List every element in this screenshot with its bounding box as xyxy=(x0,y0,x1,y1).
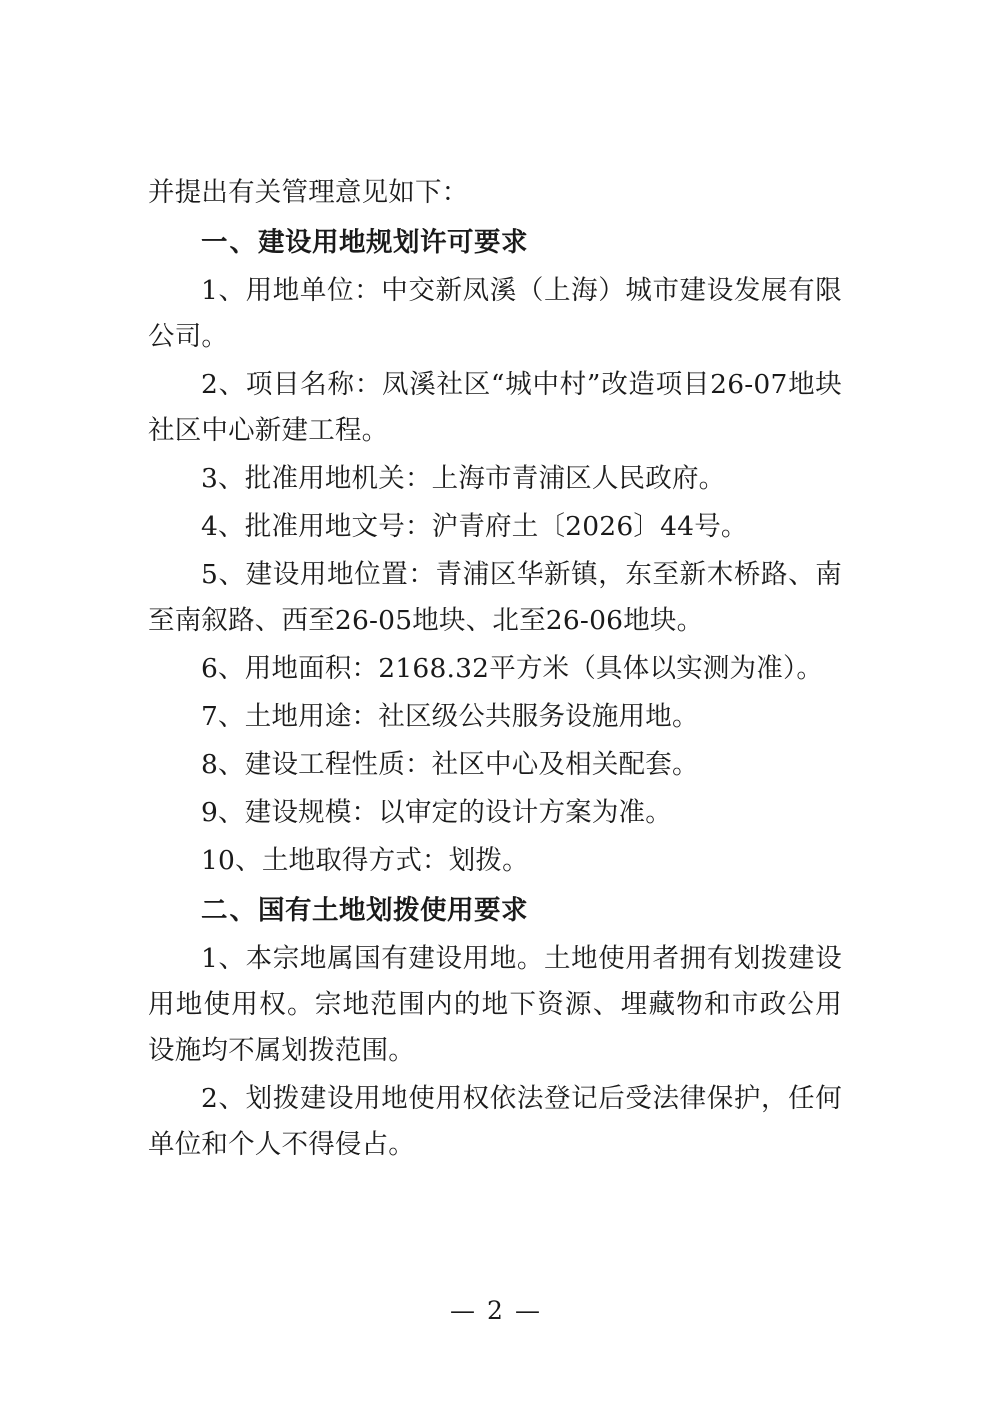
section-1-item-7: 7、土地用途：社区级公共服务设施用地。 xyxy=(201,701,699,732)
footer-page-number: 2 xyxy=(487,1296,505,1325)
section-1-item-3: 3、批准用地机关：上海市青浦区人民政府。 xyxy=(201,463,726,494)
section-2-item-1: 1、本宗地属国有建设用地。土地使用者拥有划拨建设用地使用权。宗地范围内的地下资源、埋藏物和市政公用设施均不属划拨范围。 xyxy=(148,943,842,1066)
footer-left-dash: — xyxy=(450,1296,478,1325)
section-1-item-10: 10、土地取得方式：划拨。 xyxy=(201,845,529,876)
section-1-item-6: 6、用地面积：2168.32平方米（具体以实测为准）。 xyxy=(201,653,824,684)
section-heading-1-number: 一、 xyxy=(201,227,258,258)
section-heading-1 xyxy=(148,220,842,266)
section-heading-2 xyxy=(148,888,842,934)
section-1-item-8: 8、建设工程性质：社区中心及相关配套。 xyxy=(201,749,699,780)
document-body xyxy=(148,170,842,1168)
section-1-item-4: 4、批准用地文号：沪青府土〔2026〕44号。 xyxy=(201,511,748,542)
section-1-item-5: 5、建设用地位置：青浦区华新镇，东至新木桥路、南至南叙路、西至26-05地块、北至26-06地块。 xyxy=(148,559,842,636)
section-heading-2-title: 国有土地划拨使用要求 xyxy=(258,895,528,926)
section-1-item-9: 9、建设规模：以审定的设计方案为准。 xyxy=(201,797,672,828)
lead-paragraph: 并提出有关管理意见如下： xyxy=(148,177,469,208)
footer-right-dash: — xyxy=(514,1296,542,1325)
section-heading-1-title: 建设用地规划许可要求 xyxy=(258,227,528,258)
section-1-item-1: 1、用地单位：中交新凤溪（上海）城市建设发展有限公司。 xyxy=(148,275,842,352)
section-2-item-2: 2、划拨建设用地使用权依法登记后受法律保护，任何单位和个人不得侵占。 xyxy=(148,1083,842,1160)
page-footer xyxy=(0,1296,992,1325)
section-heading-2-number: 二、 xyxy=(201,895,258,926)
section-1-item-2: 2、项目名称：凤溪社区“城中村”改造项目26-07地块社区中心新建工程。 xyxy=(148,369,842,446)
